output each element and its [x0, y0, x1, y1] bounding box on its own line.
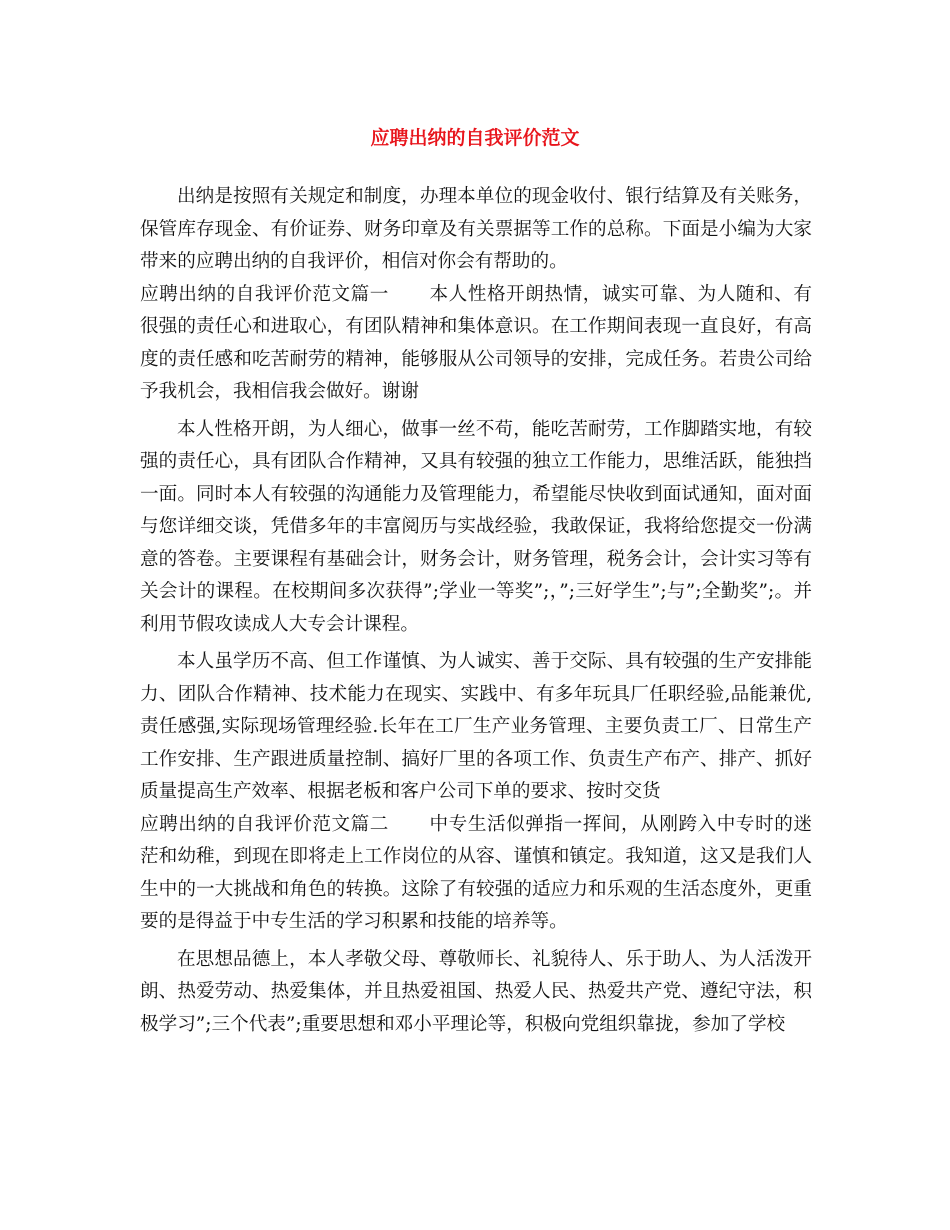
- paragraph-intro: 出纳是按照有关规定和制度，办理本单位的现金收付、银行结算及有关账务，保管库存现金、有价证券、财务印章及有关票据等工作的总称。下面是小编为大家带来的应聘出纳的自我评价，相信对你会有帮助的。: [140, 186, 812, 272]
- paragraph-sample-1-2: 本人性格开朗，为人细心，做事一丝不苟，能吃苦耐劳，工作脚踏实地，有较强的责任心，具有团队合作精神，又具有较强的独立工作能力，思维活跃，能独挡一面。同时本人有较强的沟通能力及管理能力，希望能尽快收到面试通知，面对面与您详细交谈，凭借多年的丰富阅历与实战经验，我敢保证，我将给您提交一份满意的答卷。主要课程有基础会计，财务会计，财务管理，税务会计，会计实习等有关会计的课程。在校期间多次获得”;学业一等奖”;，”;三好学生”;与”;全勤奖”;。并利用节假攻读成人大专会计课程。: [140, 418, 812, 635]
- section-heading-sample-2: 应聘出纳的自我评价范文篇二: [140, 813, 389, 835]
- section-heading-sample-1: 应聘出纳的自我评价范文篇一: [140, 283, 389, 305]
- paragraph-sample-1-3: 本人虽学历不高、但工作谨慎、为人诚实、善于交际、具有较强的生产安排能力、团队合作精神、技术能力在现实、实践中、有多年玩具厂任职经验,品能兼优,责任感强,实际现场管理经验.长年在工厂生产业务管理、主要负责工厂、日常生产工作安排、生产跟进质量控制、搞好厂里的各项工作、负责生产布产、排产、抓好质量提高生产效率、根据老板和客户公司下单的要求、按时交货: [140, 651, 812, 802]
- paragraph-sample-1: [140, 279, 812, 409]
- paragraph-sample-2-2: 在思想品德上，本人孝敬父母、尊敬师长、礼貌待人、乐于助人、为人活泼开朗、热爱劳动、热爱集体，并且热爱祖国、热爱人民、热爱共产党、遵纪守法，积极学习”;三个代表”;重要思想和邓小平理论等，积极向党组织靠拢，参加了学校: [140, 948, 812, 1035]
- document-body: [140, 181, 812, 1041]
- section-text-sample-1: 本人性格开朗热情，诚实可靠、为人随和、有很强的责任心和进取心，有团队精神和集体意识。在工作期间表现一直良好，有高度的责任感和吃苦耐劳的精神，能够服从公司领导的安排，完成任务。若贵公司给予我机会，我相信我会做好。谢谢: [140, 283, 812, 402]
- section-text-sample-2: 中专生活似弹指一挥间，从刚跨入中专时的迷茫和幼稚，到现在即将走上工作岗位的从容、谨慎和镇定。我知道，这又是我们人生中的一大挑战和角色的转换。这除了有较强的适应力和乐观的生活态度外，更重要的是得益于中专生活的学习积累和技能的培养等。: [140, 813, 812, 932]
- paragraph-sample-2: [140, 809, 812, 939]
- page-title: 应聘出纳的自我评价范文: [370, 127, 580, 149]
